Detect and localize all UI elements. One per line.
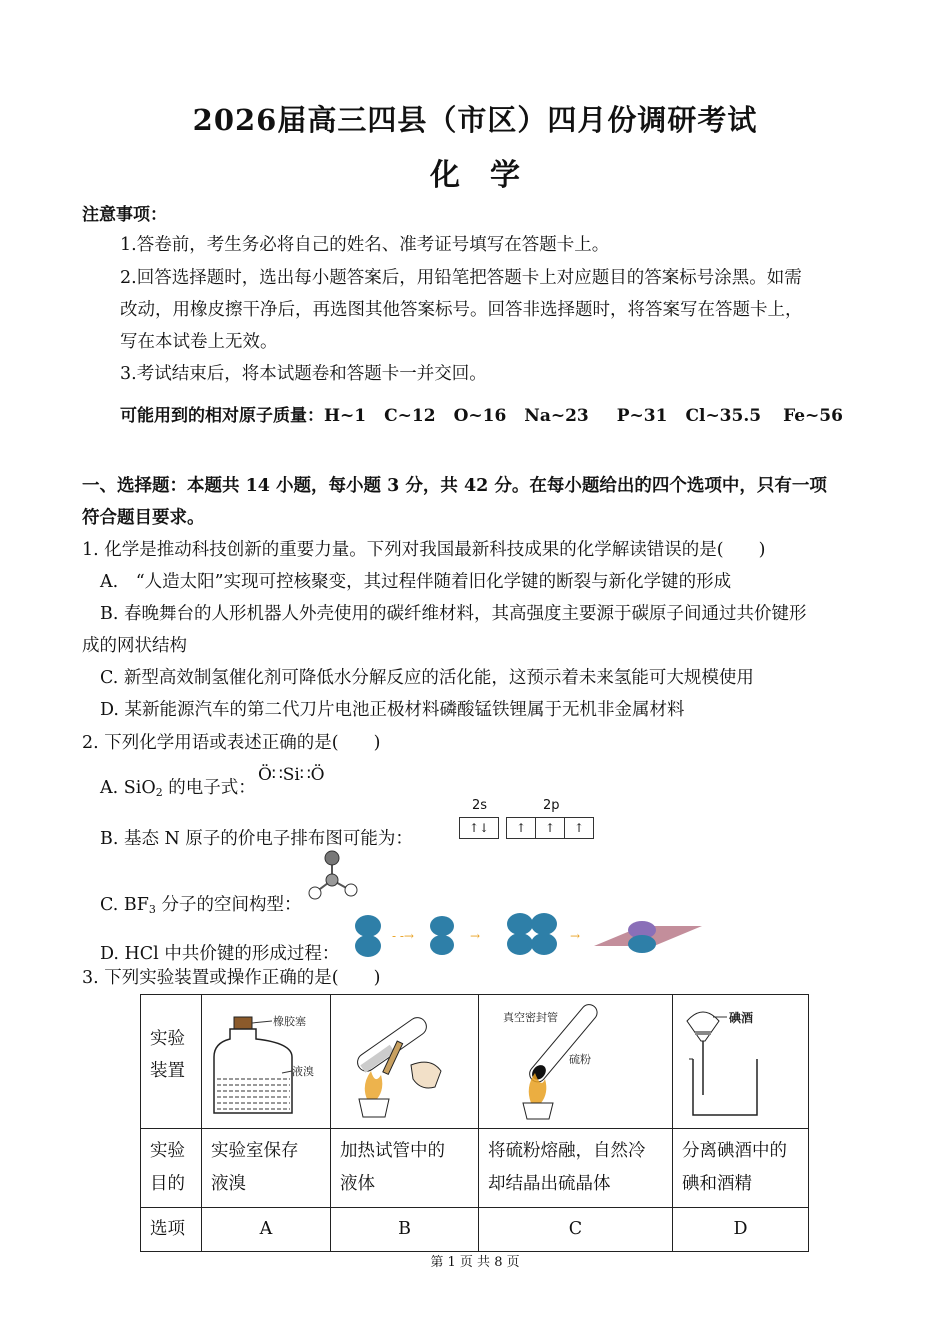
atomic-masses: [120, 401, 861, 426]
purpose-d-line1: 分离碘酒中的: [682, 1141, 787, 1161]
option-a-cell: [202, 1208, 331, 1252]
hcl-orbital-overlap-diagram: [352, 908, 702, 962]
separatory-funnel-image: [673, 995, 808, 1123]
section-heading-2: 符合题目要求。: [82, 508, 205, 528]
notice-line-1: 1.答卷前，考生务必将自己的姓名、准考证号填写在答题卡上。: [120, 235, 610, 255]
table-row-apparatus: [141, 995, 809, 1129]
orbital-label-2p: 2p: [543, 798, 560, 813]
orbital-2p-box-3: ↑: [564, 817, 594, 839]
option-b-cell: [331, 1208, 479, 1252]
q2-option-b: B. 基态 N 原子的价电子排布图可能为：: [100, 829, 413, 849]
test-tube-heating-image: [331, 995, 478, 1123]
notice-line-2: 2.回答选择题时，选出每小题答案后，用铅笔把答题卡上对应题目的答案标号涂黑。如需: [120, 268, 802, 288]
row-label-apparatus: [141, 995, 202, 1129]
purpose-d-line2: 碘和酒精: [682, 1174, 752, 1194]
q2-c-prefix: C. BF: [100, 895, 149, 915]
q1-option-c: C. 新型高效制氢催化剂可降低水分解反应的活化能，这预示着未来氢能可大规模使用: [100, 668, 754, 688]
label-rubber-stopper: 橡胶塞: [273, 1015, 306, 1028]
q1-option-b-2: 成的网状结构: [82, 636, 187, 656]
option-b: B: [398, 1219, 411, 1239]
table-row-purpose: [141, 1129, 809, 1208]
purpose-d: [673, 1129, 809, 1208]
notice-line-3: 改动，用橡皮擦干净后，再选图其他答案标号。回答非选择题时，将答案写在答题卡上，: [120, 300, 803, 320]
purpose-a-line2: 液溴: [211, 1174, 246, 1194]
svg-text:→: →: [570, 929, 581, 943]
purpose-a: [202, 1129, 331, 1208]
label-vacuum-tube: 真空密封管: [503, 1011, 558, 1024]
notice-line-5: 3.考试结束后，将本试题卷和答题卡一并交回。: [120, 364, 487, 384]
q2-option-a: [100, 774, 256, 799]
orbital-2s-box: ↑↓: [459, 817, 499, 839]
svg-text:- -→: - -→: [392, 929, 414, 943]
bromine-bottle-image: [202, 995, 330, 1123]
mass-fe: Fe~56: [783, 406, 843, 426]
mass-c: C~12: [384, 406, 436, 426]
purpose-c-line2: 却结晶出硫晶体: [488, 1174, 611, 1194]
option-a: A: [259, 1219, 273, 1239]
apparatus-b: [331, 995, 479, 1129]
purpose-b-line2: 液体: [340, 1174, 375, 1194]
label-iodine-tincture: 碘酒: [729, 1011, 754, 1025]
mass-p: P~31: [616, 406, 668, 426]
q2-a-prefix: A. SiO: [100, 778, 156, 798]
row-label-option-text: 选项: [150, 1219, 185, 1239]
mass-na: Na~23: [524, 406, 589, 426]
notice-line-4: 写在本试卷上无效。: [120, 332, 278, 352]
row-label-purpose: [141, 1129, 202, 1208]
q1-option-a: A. “人造太阳”实现可控核聚变，其过程伴随着旧化学键的断裂与新化学键的形成: [100, 572, 732, 592]
purpose-b: [331, 1129, 479, 1208]
page-footer: 第 1 页 共 8 页: [430, 1255, 520, 1270]
purpose-c: [479, 1129, 673, 1208]
option-d-cell: [673, 1208, 809, 1252]
apparatus-d: [673, 995, 809, 1129]
svg-text:→: →: [470, 929, 481, 943]
bf3-molecule-model: [304, 848, 360, 904]
orbital-2p-box-2: ↑: [535, 817, 565, 839]
label-liquid-bromine: 液溴: [292, 1065, 314, 1078]
purpose-b-line1: 加热试管中的: [340, 1141, 445, 1161]
row-label-option: [141, 1208, 202, 1252]
q2-c-suffix: 分子的空间构型：: [155, 895, 302, 915]
purpose-c-line1: 将硫粉熔融，自然冷: [488, 1141, 646, 1161]
mass-cl: Cl~35.5: [685, 406, 762, 426]
sio2-electron-formula: Ö∷Si∷Ö: [258, 765, 325, 785]
q1-option-b-1: B. 春晚舞台的人形机器人外壳使用的碳纤维材料，其高强度主要源于碳原子间通过共价键形: [100, 604, 807, 624]
q2-stem: 2. 下列化学用语或表述正确的是( ): [82, 733, 381, 753]
orbital-2p-box-1: ↑: [506, 817, 536, 839]
row-label-apparatus-line2: 装置: [150, 1061, 185, 1081]
orbital-label-2s: 2s: [472, 798, 488, 813]
q3-stem: 3. 下列实验装置或操作正确的是( ): [82, 968, 381, 988]
q2-option-d: D. HCl 中共价键的形成过程：: [100, 944, 340, 964]
q2-option-c: [100, 891, 301, 916]
q2-a-sub: 2: [155, 786, 163, 799]
row-label-purpose-line2: 目的: [150, 1174, 185, 1194]
label-sulfur-powder: 硫粉: [569, 1053, 591, 1066]
apparatus-a: [202, 995, 331, 1129]
apparatus-c: [479, 995, 673, 1129]
table-row-options: [141, 1208, 809, 1252]
purpose-a-line1: 实验室保存: [211, 1141, 299, 1161]
q2-c-sub: 3: [148, 903, 156, 916]
mass-o: O~16: [453, 406, 507, 426]
option-d: D: [733, 1219, 748, 1239]
q1-option-d: D. 某新能源汽车的第二代刀片电池正极材料磷酸锰铁锂属于无机非金属材料: [100, 700, 685, 720]
orbital-diagram: [459, 817, 593, 839]
subject-title: 化学: [430, 158, 550, 193]
row-label-purpose-line1: 实验: [150, 1141, 185, 1161]
masses-label: 可能用到的相对原子质量：: [120, 406, 324, 426]
notice-heading: 注意事项：: [82, 205, 167, 225]
row-label-apparatus-line1: 实验: [150, 1029, 185, 1049]
section-heading-1: 一、选择题：本题共 14 小题，每小题 3 分，共 42 分。在每小题给出的四个选项中，只有一项: [82, 476, 827, 496]
q1-stem: 1. 化学是推动科技创新的重要力量。下列对我国最新科技成果的化学解读错误的是( ): [82, 540, 766, 560]
option-c: C: [568, 1219, 583, 1239]
experiment-table: [140, 994, 809, 1252]
sealed-tube-sulfur-image: [479, 995, 672, 1123]
mass-h: H~1: [324, 406, 367, 426]
q2-a-suffix: 的电子式：: [162, 778, 256, 798]
exam-title: 2026届高三四县（市区）四月份调研考试: [192, 103, 758, 137]
option-c-cell: [479, 1208, 673, 1252]
